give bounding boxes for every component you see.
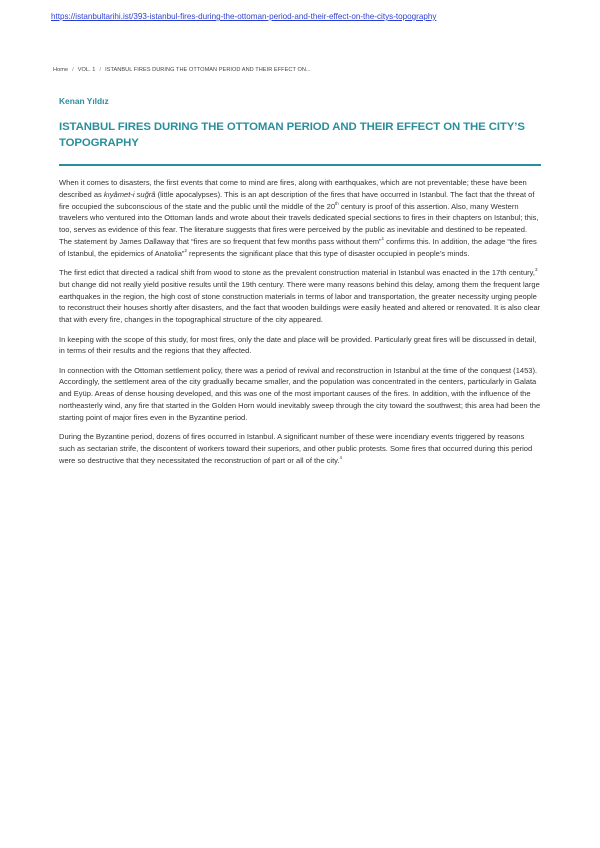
paragraph-text: represents the significant place that this type of disaster occupied in people’s minds. xyxy=(186,248,470,258)
breadcrumb-separator: / xyxy=(72,67,74,73)
footnote-reference[interactable]: th xyxy=(335,200,339,206)
article-author: Kenan Yıldız xyxy=(59,96,109,106)
breadcrumb-volume[interactable]: VOL. 1 xyxy=(77,67,96,73)
paragraph-text: but change did not really yield positive results until the 19th century. There were many reasons behind this delay, among them the frequent large earthquakes in the region, the high cost of stone construction materials in terms of labor and transportation, the greater necessity urging people to reconstruct their houses shortly after disasters, and the fact that wooden buildings were easily heated and altered or renovated. It is also clear that with every fire, changes in the topographical structure of the city appeared. xyxy=(59,279,541,325)
paragraph-text: confirms this. In addition, the adage “the fires of Istanbul, the epidemics of Anatolia” xyxy=(59,236,537,258)
breadcrumb-home[interactable]: Home xyxy=(53,67,69,73)
article-paragraph xyxy=(59,431,541,466)
footnote-reference[interactable]: 3 xyxy=(535,267,538,273)
title-divider xyxy=(59,164,541,166)
article-paragraph xyxy=(59,177,541,260)
paragraph-text: (little apocalypses). This is an apt description of the fires that have occurred in Istanbul. The fact that the threat of fire occupied the subconscious of the state and the public until the middle of the 20 xyxy=(59,189,535,211)
article-paragraph xyxy=(59,365,541,424)
article-paragraph xyxy=(59,267,541,326)
footnote-reference[interactable]: 2 xyxy=(184,247,187,253)
paragraph-text: In keeping with the scope of this study, for most fires, only the date and place will be provided. Particularly great fires will be discussed in detail, in terms of their results and the regions that they affected. xyxy=(59,334,537,356)
article-paragraph xyxy=(59,334,541,358)
page-url-link[interactable]: https://istanbultarihi.ist/393-istanbul-fires-during-the-ottoman-period-and-their-effect-on-the-citys-topography xyxy=(51,12,437,21)
paragraph-text: The first edict that directed a radical shift from wood to stone as the prevalent construction material in Istanbul was enacted in the 17th century, xyxy=(59,268,535,278)
paragraph-text: century is proof of this assertion. Also, many Western travelers who ventured into the Ottoman lands and wrote about their travels dedicated special sections to fires in their chapters on Istanbul; this, too, serves as evidence of this fear. The literature suggests that fires were perceived by the public as inevitable and destined to be repeated. The statement by James Dallaway that “fires are so frequent that few months pass without them” xyxy=(59,201,539,246)
paragraph-text: During the Byzantine period, dozens of fires occurred in Istanbul. A significant number of these were incendiary events triggered by reasons such as sectarian strife, the discontent of workers toward their superiors, and other public protests. Some fires that occurred during this period were so destructive that they necessitated the reconstruction of part or all of the city. xyxy=(59,432,533,465)
footnote-reference[interactable]: 4 xyxy=(339,454,342,460)
breadcrumb xyxy=(53,67,311,73)
italic-term: kıyâmet-i suğrâ xyxy=(103,189,156,199)
footnote-reference[interactable]: 1 xyxy=(381,235,385,241)
article-title: ISTANBUL FIRES DURING THE OTTOMAN PERIOD AND THEIR EFFECT ON THE CITY’S TOPOGRAPHY xyxy=(59,121,525,149)
paragraph-text: When it comes to disasters, the first events that come to mind are fires, along with earthquakes, which are not preventable; these have been described as xyxy=(59,178,527,199)
paragraph-text: In connection with the Ottoman settlement policy, there was a period of revival and reconstruction in Istanbul at the time of the conquest (1453). Accordingly, the settlement area of the city gradually became smaller, and the population was concentrated in the centers, particularly in Galata and Eyüp. Areas of dense housing developed, and this was one of the most important causes of the fires. In addition, with the influence of the northeasterly wind, any fire that started in the Golden Horn would inevitably sweep through the city toward the southwest; this area had been the starting point of major fires even in the Byzantine period. xyxy=(59,365,541,422)
breadcrumb-separator: / xyxy=(99,67,102,73)
breadcrumb-current: ISTANBUL FIRES DURING THE OTTOMAN PERIOD AND THEIR EFFECT ON... xyxy=(105,67,311,73)
article-body xyxy=(59,177,541,474)
